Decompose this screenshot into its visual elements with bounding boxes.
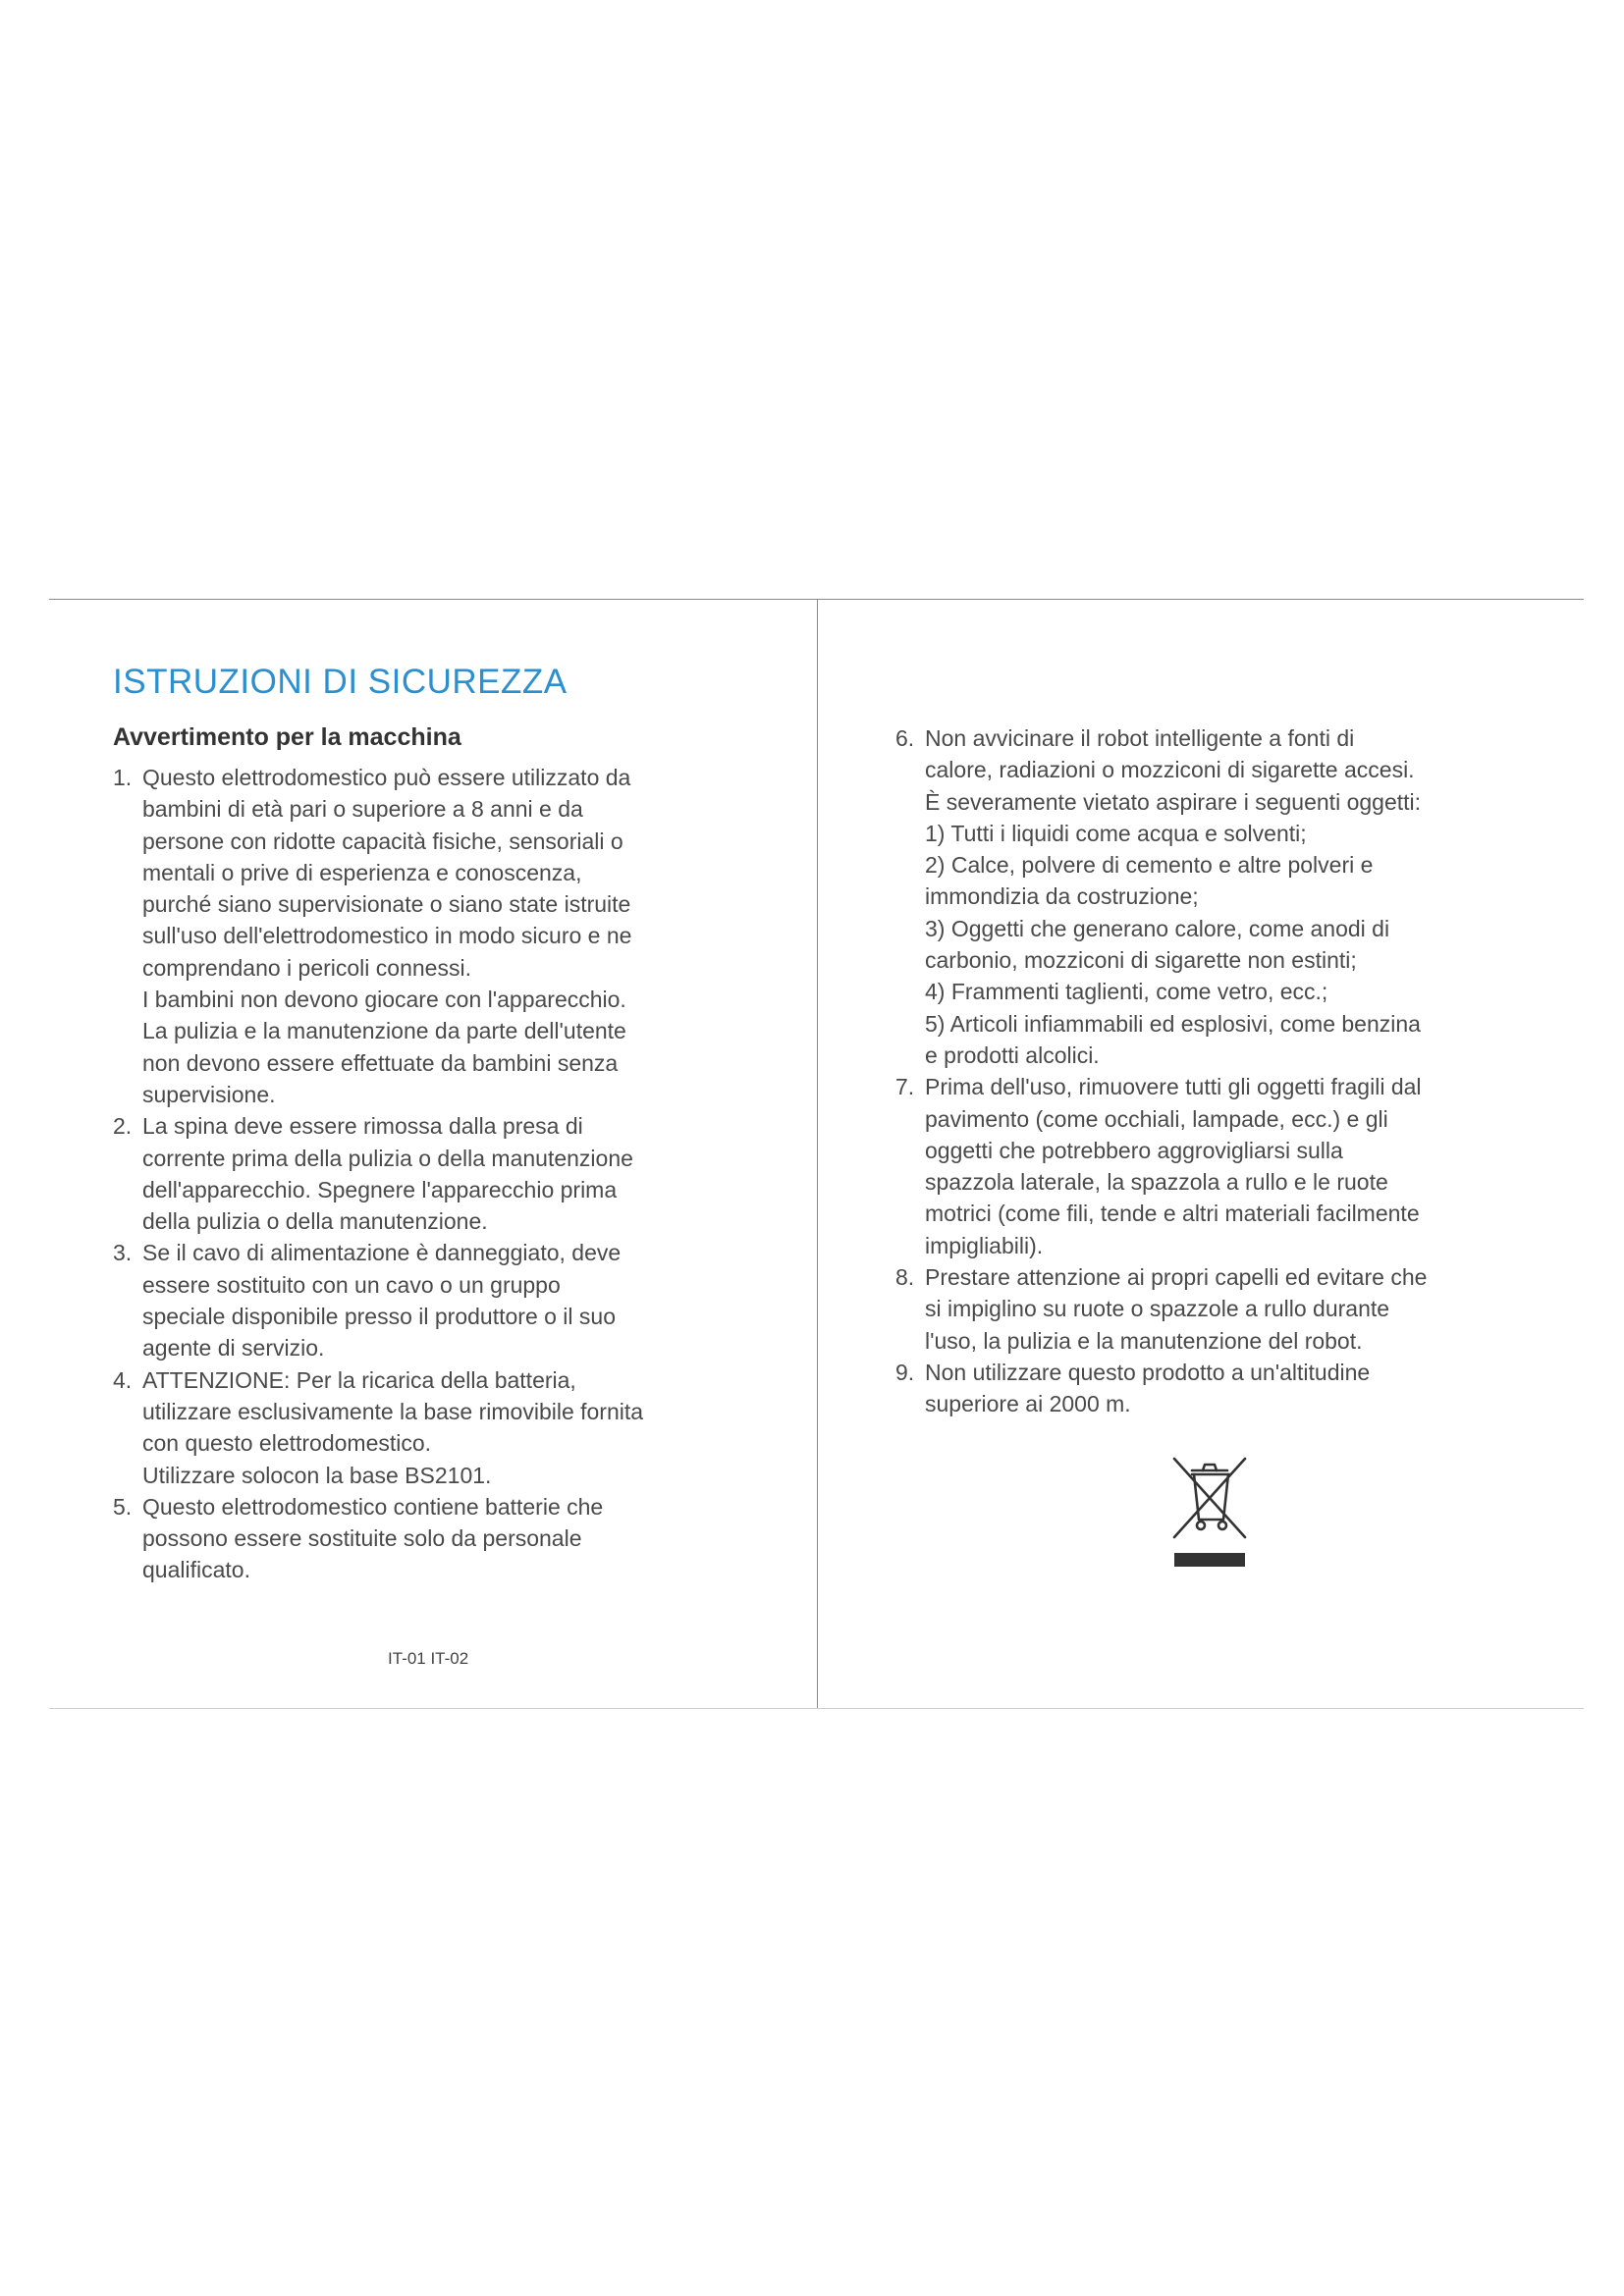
item-text-line: persone con ridotte capacità fisiche, sensoriali o xyxy=(142,828,623,854)
item-text-line: si impiglino su ruote o spazzole a rullo durante xyxy=(925,1296,1390,1322)
item-text-line: bambini di età pari o superiore a 8 anni e da xyxy=(142,796,583,823)
item-number: 3. xyxy=(113,1240,133,1266)
item-text-line: ATTENZIONE: Per la ricarica della batteria, xyxy=(142,1366,576,1393)
item-number: 6. xyxy=(895,725,915,751)
item-text-line: La pulizia e la manutenzione da parte dell'utente xyxy=(142,1018,626,1044)
item-text-line: È severamente vietato aspirare i seguenti oggetti: xyxy=(925,788,1422,815)
instruction-item xyxy=(895,1071,1534,1261)
item-text-line: l'uso, la pulizia e la manutenzione del robot. xyxy=(925,1327,1363,1354)
item-text-line: e prodotti alcolici. xyxy=(925,1041,1100,1068)
item-text-line: I bambini non devono giocare con l'apparecchio. xyxy=(142,987,626,1013)
item-text-line: supervisione. xyxy=(142,1081,276,1107)
item-text-line: Utilizzare solocon la base BS2101. xyxy=(142,1462,492,1488)
instruction-item xyxy=(113,762,741,1110)
item-text xyxy=(142,762,741,1110)
item-number: 1. xyxy=(113,765,133,790)
item-text-line: superiore ai 2000 m. xyxy=(925,1391,1131,1417)
item-text-line: La spina deve essere rimossa dalla presa di xyxy=(142,1113,583,1140)
item-number: 4. xyxy=(113,1366,133,1393)
item-number: 8. xyxy=(895,1264,915,1291)
item-text-line: possono essere sostituite solo da personale xyxy=(142,1525,582,1552)
page-title: ISTRUZIONI DI SICUREZZA xyxy=(113,663,568,701)
item-text-line: essere sostituito con un cavo o un gruppo xyxy=(142,1271,561,1298)
item-number: 5. xyxy=(113,1493,133,1520)
item-text-line: motrici (come fili, tende e altri materiali facilmente xyxy=(925,1201,1420,1227)
page-numbers: IT-01 IT-02 xyxy=(388,1649,469,1668)
item-text-line: Prima dell'uso, rimuovere tutti gli oggetti fragili dal xyxy=(925,1074,1422,1100)
item-text-line: Non avvicinare il robot intelligente a fonti di xyxy=(925,725,1355,751)
crossed-out-wheelie-bin-icon xyxy=(1168,1453,1251,1571)
item-text-line: 3) Oggetti che generano calore, come anodi di xyxy=(925,915,1390,941)
item-number: 7. xyxy=(895,1074,915,1100)
instruction-item xyxy=(113,1110,741,1237)
item-text-line: calore, radiazioni o mozziconi di sigarette accesi. xyxy=(925,757,1415,783)
center-divider xyxy=(817,599,818,1709)
item-text xyxy=(925,1357,1534,1420)
item-text-line: immondizia da costruzione; xyxy=(925,883,1199,910)
item-text xyxy=(925,722,1534,1071)
item-text-line: della pulizia o della manutenzione. xyxy=(142,1208,488,1235)
bottom-divider xyxy=(49,1708,1584,1709)
item-number: 9. xyxy=(895,1359,915,1385)
item-text-line: utilizzare esclusivamente la base rimovibile fornita xyxy=(142,1398,644,1424)
item-text-line: 5) Articoli infiammabili ed esplosivi, come benzina xyxy=(925,1010,1421,1037)
item-text xyxy=(142,1237,741,1363)
item-text-line: Questo elettrodomestico può essere utilizzato da xyxy=(142,765,631,790)
item-text-line: purché siano supervisionate o siano state istruite xyxy=(142,891,631,918)
item-text-line: carbonio, mozziconi di sigarette non estinti; xyxy=(925,947,1357,974)
item-text-line: 1) Tutti i liquidi come acqua e solventi; xyxy=(925,820,1307,846)
left-instruction-list xyxy=(113,762,741,1586)
left-column xyxy=(113,663,741,1586)
instruction-item xyxy=(113,1237,741,1363)
item-text-line: Questo elettrodomestico contiene batterie che xyxy=(142,1493,604,1520)
instruction-item xyxy=(895,722,1534,1071)
item-text-line: speciale disponibile presso il produttore o il suo xyxy=(142,1304,617,1330)
item-text-line: 2) Calce, polvere di cemento e altre polveri e xyxy=(925,852,1374,879)
item-text-line: oggetti che potrebbero aggrovigliarsi sulla xyxy=(925,1137,1343,1163)
item-text-line: impigliabili). xyxy=(925,1232,1044,1258)
instruction-item xyxy=(895,1357,1534,1420)
instruction-item xyxy=(895,1261,1534,1357)
item-text-line: Prestare attenzione ai propri capelli ed evitare che xyxy=(925,1264,1428,1291)
item-text-line: comprendano i pericoli connessi. xyxy=(142,954,471,981)
right-instruction-list xyxy=(895,722,1534,1420)
item-text-line: pavimento (come occhiali, lampade, ecc.) e gli xyxy=(925,1105,1388,1132)
item-text-line: spazzola laterale, la spazzola a rullo e le ruote xyxy=(925,1169,1388,1196)
item-text-line: con questo elettrodomestico. xyxy=(142,1430,432,1457)
item-text-line: corrente prima della pulizia o della manutenzione xyxy=(142,1145,633,1171)
item-text-line: non devono essere effettuate da bambini senza xyxy=(142,1049,619,1076)
instruction-item xyxy=(113,1491,741,1586)
item-text xyxy=(142,1364,741,1491)
item-text xyxy=(925,1071,1534,1261)
item-text xyxy=(142,1110,741,1237)
item-text-line: mentali o prive di esperienza e conoscenza, xyxy=(142,859,582,885)
item-text-line: Non utilizzare questo prodotto a un'altitudine xyxy=(925,1359,1371,1385)
item-text-line: dell'apparecchio. Spegnere l'apparecchio prima xyxy=(142,1176,618,1202)
item-text-line: qualificato. xyxy=(142,1557,250,1583)
item-text-line: sull'uso dell'elettrodomestico in modo sicuro e ne xyxy=(142,923,632,949)
item-text-line: agente di servizio. xyxy=(142,1335,325,1362)
item-text xyxy=(142,1491,741,1586)
instruction-item xyxy=(113,1364,741,1491)
item-text xyxy=(925,1261,1534,1357)
item-text-line: 4) Frammenti taglienti, come vetro, ecc.; xyxy=(925,979,1328,1005)
item-text-line: Se il cavo di alimentazione è danneggiato, deve xyxy=(142,1240,622,1266)
right-column xyxy=(895,722,1534,1420)
item-number: 2. xyxy=(113,1113,133,1140)
section-subtitle: Avvertimento per la macchina xyxy=(113,723,461,751)
